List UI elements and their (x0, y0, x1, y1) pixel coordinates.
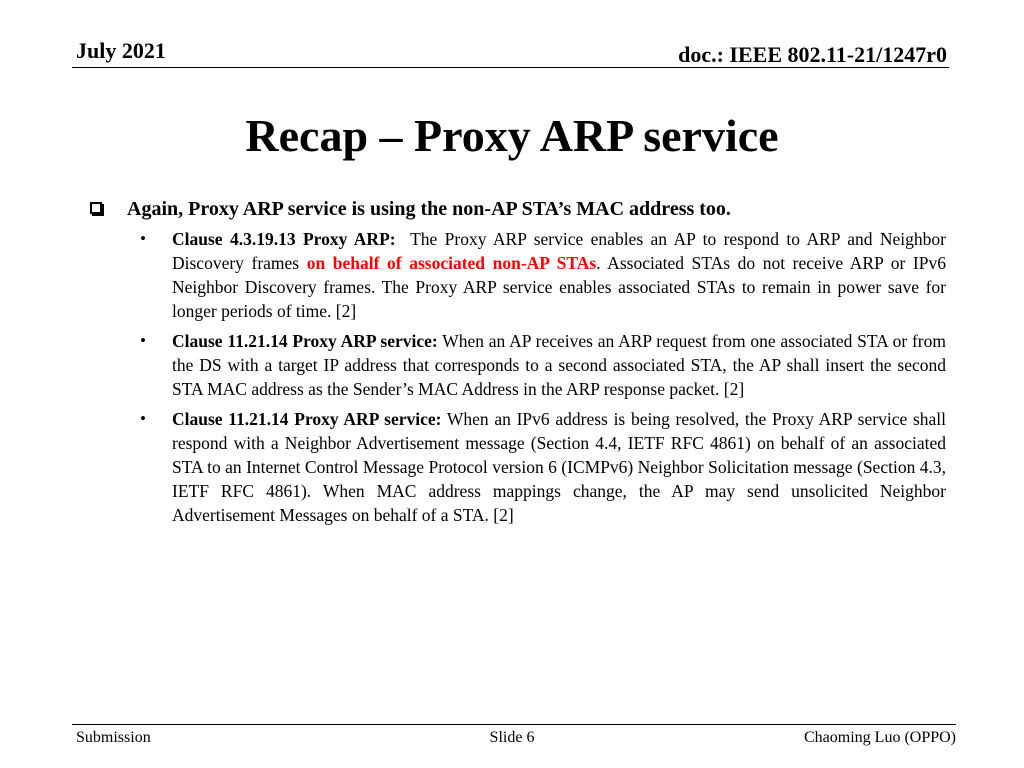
sub-bullet-list (140, 227, 946, 533)
header-date: July 2021 (76, 38, 166, 63)
clause-label: Clause 11.21.14 Proxy ARP service: (172, 331, 438, 351)
footer-slide-number: Slide 6 (489, 729, 535, 746)
checkbox-bullet-icon (90, 202, 102, 214)
sub-bullet-item (140, 329, 946, 401)
clause-label: Clause 11.21.14 Proxy ARP service: (172, 409, 442, 429)
header-divider (72, 67, 949, 68)
footer-author: Chaoming Luo (OPPO) (804, 729, 956, 746)
footer-divider (72, 724, 956, 725)
header-doc-id: doc.: IEEE 802.11-21/1247r0 (678, 42, 947, 67)
clause-text: The Proxy ARP service enables an AP to respond to ARP and Neighbor Discovery frames (172, 229, 946, 273)
slide-title: Recap – Proxy ARP service (245, 110, 779, 161)
bullet-dot-icon: • (140, 409, 146, 428)
highlighted-text: on behalf of associated non-AP STAs (306, 253, 597, 273)
sub-bullet-item (140, 407, 946, 527)
clause-text: When an IPv6 address is being resolved, the Proxy ARP service shall respond with a Neighbor Advertisement message (Section 4.4, IETF RFC 4861) on behalf of an associated STA to an Internet Control Message Protocol version 6 (ICMPv6) Neighbor Solicitation message (Section 4.3, IETF RFC 4861). When MAC address mappings change, the AP may send unsolicited Neighbor Advertisement Messages on behalf of a STA. [2] (172, 409, 947, 525)
bullet-dot-icon: • (140, 229, 146, 248)
clause-label: Clause 4.3.19.13 Proxy ARP: (172, 229, 396, 249)
clause-text: . Associated STAs do not receive ARP or IPv6 Neighbor Discovery frames. The Proxy ARP service enables associated STAs to remain in power save for longer periods of time. [2] (172, 253, 946, 321)
footer-submission: Submission (76, 729, 151, 746)
bullet-dot-icon: • (140, 331, 146, 350)
clause-text: When an AP receives an ARP request from one associated STA or from the DS with a target IP address that corresponds to a second associated STA, the AP shall insert the second STA MAC address as the Sender’s MAC Address in the ARP response packet. [2] (172, 331, 946, 399)
main-bullet-text: Again, Proxy ARP service is using the non-AP STA’s MAC address too. (127, 198, 731, 220)
sub-bullet-item (140, 227, 946, 323)
